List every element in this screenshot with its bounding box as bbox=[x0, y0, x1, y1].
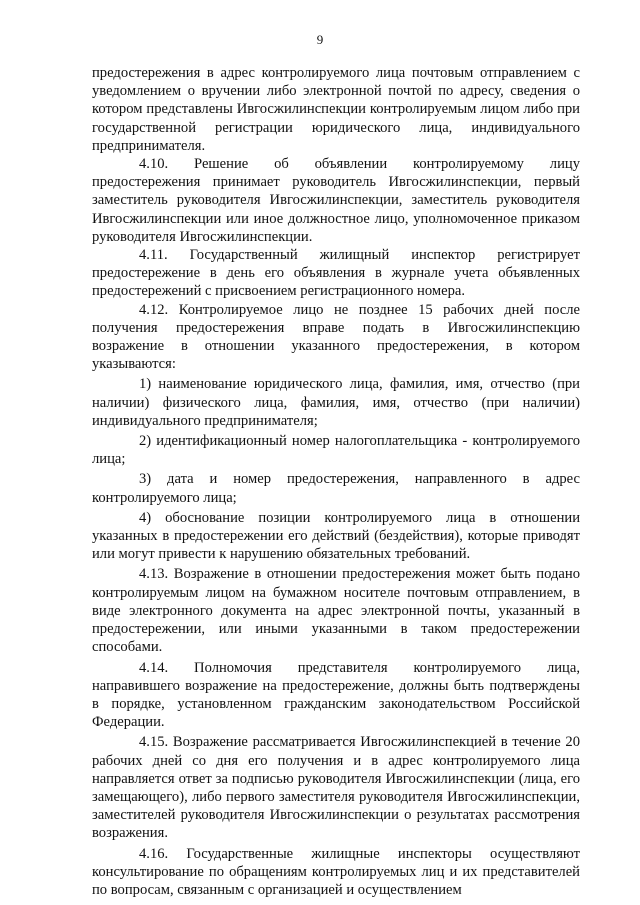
list-item-4-12-3: 3) дата и номер предостережения, направленного в адрес контролируемого лица; bbox=[92, 471, 580, 506]
paragraph-4-11: 4.11. Государственный жилищный инспектор регистрирует предостережение в день его объявления в журнале учета объявленных предостережений с присвоением регистрационного номера. bbox=[92, 247, 580, 300]
list-item-4-12-2: 2) идентификационный номер налогоплательщика - контролируемого лица; bbox=[92, 433, 580, 468]
paragraph-4-10: 4.10. Решение об объявлении контролируемому лицу предостережения принимает руководитель Ивгосжилинспекции, первый заместитель руководителя Ивгосжилинспекции, заместитель руководителя Ивгосжилинспекции или иное должностное лицо, уполномоченное приказом руководителя Ивгосжилинспекции. bbox=[92, 156, 580, 245]
paragraph-4-15: 4.15. Возражение рассматривается Ивгосжилинспекцией в течение 20 рабочих дней со дня его получения и в адрес контролируемого лица направляется ответ за подписью руководителя Ивгосжилинспекции (лица, его замещающего), либо первого заместителя руководителя Ивгосжилинспекции, заместителей руководителя Ивгосжилинспекции о результатах рассмотрения возражения. bbox=[92, 734, 580, 842]
paragraph-4-13: 4.13. Возражение в отношении предостережения может быть подано контролируемым лицом на бумажном носителе почтовым отправлением, в виде электронного документа на адрес электронной почты, указанный в предостережении, или иными указанными в таком предостережении способами. bbox=[92, 566, 580, 656]
document-body bbox=[92, 64, 580, 899]
paragraph-4-14: 4.14. Полномочия представителя контролируемого лица, направившего возражение на предостережение, должны быть подтверждены в порядке, установленном гражданским законодательством Российской Федерации. bbox=[92, 659, 580, 731]
list-item-4-12-4: 4) обоснование позиции контролируемого лица в отношении указанных в предостережении его действий (бездействия), которые приводят или могут привести к нарушению обязательных требований. bbox=[92, 509, 580, 563]
page-number: 9 bbox=[316, 32, 324, 47]
paragraph-continuation: предостережения в адрес контролируемого лица почтовым отправлением с уведомлением о вручении либо электронной почтой по адресу, сведения о котором представлены Ивгосжилинспекции контролируемым лицом либо при государственной регистрации юридического лица, индивидуального предпринимателя. bbox=[92, 65, 580, 154]
paragraph-4-16: 4.16. Государственные жилищные инспекторы осуществляют консультирование по обращениям контролируемых лиц и их представителей по вопросам, связанным с организацией и осуществлением bbox=[92, 845, 580, 898]
paragraph-4-12: 4.12. Контролируемое лицо не позднее 15 рабочих дней после получения предостережения вправе подать в Ивгосжилинспекцию возражение в отношении указанного предостережения, в котором указываются: bbox=[92, 301, 580, 373]
list-item-4-12-1: 1) наименование юридического лица, фамилия, имя, отчество (при наличии) физического лица, фамилия, имя, отчество (при наличии) индивидуального предпринимателя; bbox=[92, 376, 580, 429]
